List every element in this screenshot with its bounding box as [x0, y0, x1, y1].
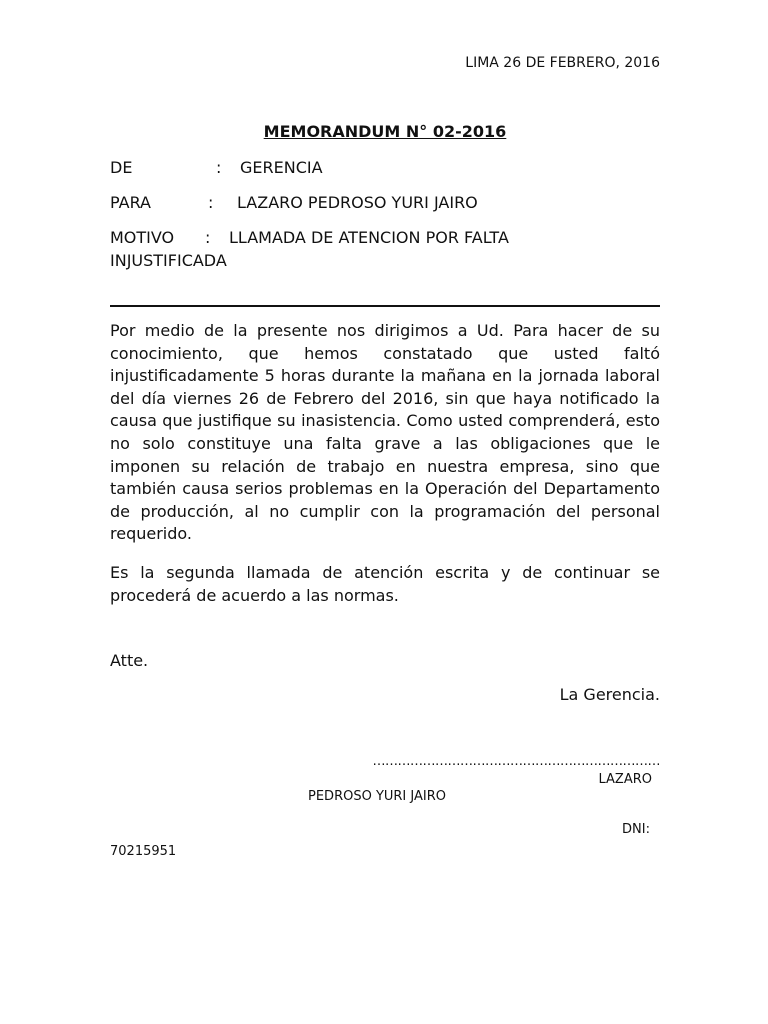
signature-line: …………………………………………………………… [372, 754, 660, 769]
para-value: LAZARO PEDROSO YURI JAIRO [237, 193, 478, 212]
de-colon: : [216, 158, 222, 177]
separator-rule [110, 305, 660, 307]
memo-title: MEMORANDUM N° 02-2016 [263, 122, 507, 141]
dni-value: 70215951 [110, 844, 177, 859]
closing-text: Atte. [110, 651, 149, 670]
motivo-colon: : [205, 228, 211, 247]
motivo-value-line1: LLAMADA DE ATENCION POR FALTA [229, 228, 509, 247]
motivo-label: MOTIVO [110, 228, 175, 247]
motivo-value-line2: INJUSTIFICADA [110, 251, 227, 270]
signature-name-part2: PEDROSO YURI JAIRO [308, 789, 446, 804]
signoff-text: La Gerencia. [559, 685, 660, 704]
de-value: GERENCIA [240, 158, 323, 177]
memo-date: LIMA 26 DE FEBRERO, 2016 [465, 55, 660, 71]
signature-name-part1: LAZARO [598, 772, 652, 787]
body-paragraph-2: Es la segunda llamada de atención escrita y de continuar se procederá de acuerdo a las normas. [110, 563, 660, 605]
body-paragraph-1: Por medio de la presente nos dirigimos a Ud. Para hacer de su conocimiento, que hemos constatado que usted faltó injustificadamente 5 horas durante la mañana en la jornada laboral del día viernes 26 de Febrero del 2016, sin que haya notificado la causa que justifique su inasistencia. Como usted comprenderá, esto no solo constituye una falta grave a las obligaciones que le imponen su relación de trabajo en nuestra empresa, sino que también causa serios problemas en la Operación del Departamento de producción, al no cumplir con la programación del personal requerido. [110, 321, 660, 544]
para-colon: : [208, 193, 214, 212]
dni-label: DNI: [622, 822, 650, 837]
para-label: PARA [110, 193, 151, 212]
de-label: DE [110, 158, 133, 177]
